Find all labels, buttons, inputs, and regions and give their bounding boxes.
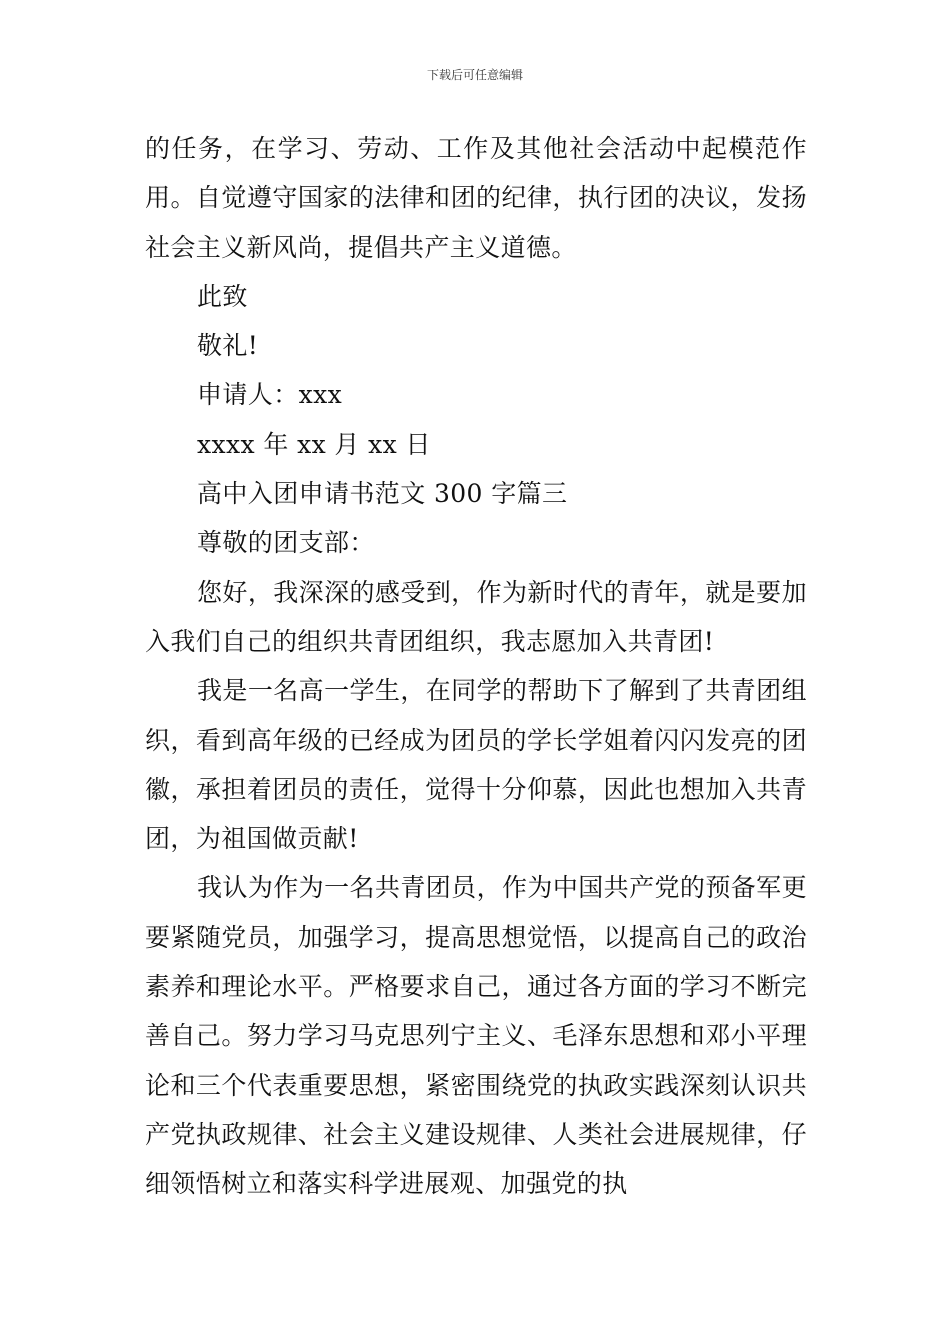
paragraph-greeting: 您好，我深深的感受到，作为新时代的青年，就是要加入我们自己的组织共青团组织，我志愿加入共青团! [145, 577, 807, 656]
header-note: 下载后可任意编辑 [426, 68, 523, 82]
applicant-line: 申请人：xxx [197, 380, 343, 410]
date-line: xxxx 年 xx 月 xx 日 [197, 429, 431, 459]
document-body [145, 124, 807, 1209]
paragraph-introduction: 我是一名高一学生，在同学的帮助下了解到了共青团组织，看到高年级的已经成为团员的学长学姐着闪闪发亮的团徽，承担着团员的责任，觉得十分仰慕，因此也想加入共青团，为祖国做贡献! [145, 676, 807, 854]
closing-line-2: 敬礼! [197, 331, 259, 361]
closing-line-1: 此致 [197, 281, 248, 311]
paragraph-continuation: 的任务，在学习、劳动、工作及其他社会活动中起模范作用。自觉遵守国家的法律和团的纪律，执行团的决议，发扬社会主义新风尚，提倡共产主义道德。 [145, 134, 807, 262]
salutation: 尊敬的团支部： [197, 528, 375, 558]
section-title: 高中入团申请书范文 300 字篇三 [197, 479, 568, 509]
paragraph-commitment: 我认为作为一名共青团员，作为中国共产党的预备军更要紧随党员，加强学习，提高思想觉悟，以提高自己的政治素养和理论水平。严格要求自己，通过各方面的学习不断完善自己。努力学习马克思列宁主义、毛泽东思想和邓小平理论和三个代表重要思想，紧密围绕党的执政实践深刻认识共产党执政规律、社会主义建设规律、人类社会进展规律，仔细领悟树立和落实科学进展观、加强党的执 [145, 873, 807, 1199]
